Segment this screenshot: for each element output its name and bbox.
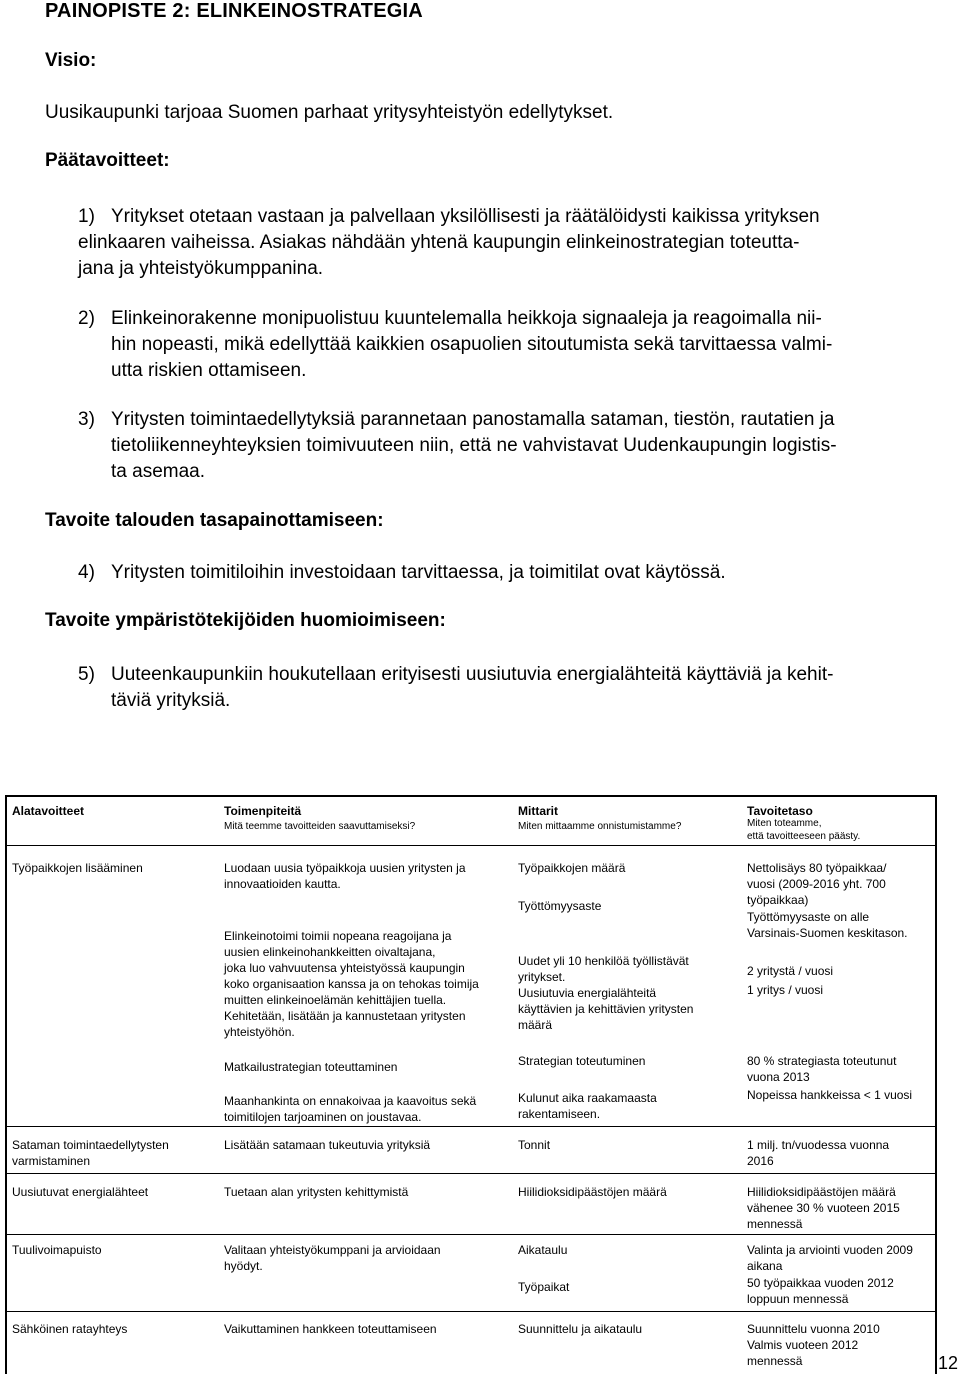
row1-col2-b1: uusien elinkeinohankkeitten oivaltajana, — [224, 945, 436, 959]
row3-col2-0: Tuetaan alan yritysten kehittymistä — [224, 1185, 409, 1199]
row1-col4-a2: työpaikkaa) — [747, 893, 809, 907]
list-line: utta riskien ottamiseen. — [111, 360, 307, 381]
list-line: jana ja yhteistyökumppanina. — [78, 258, 324, 279]
list-line: Yritykset otetaan vastaan ja palvellaan yksilöllisesti ja räätälöidysti kaikissa yrityksen — [111, 206, 820, 227]
row5-col3-0: Suunnittelu ja aikataulu — [518, 1322, 643, 1336]
table-divider — [7, 1126, 935, 1127]
list-number: 3) — [78, 409, 95, 430]
list-line: täviä yrityksiä. — [111, 690, 231, 711]
row1-col3-c2: Uusiutuvia energialähteitä — [518, 986, 657, 1000]
row4-col4-b0: 50 työpaikkaa vuoden 2012 — [747, 1276, 894, 1290]
goals-table — [5, 795, 937, 1374]
page-number: 12 — [938, 1353, 959, 1373]
list-number: 4) — [78, 562, 95, 583]
row3-col4-2: mennessä — [747, 1217, 803, 1231]
row2-col1-0: Sataman toimintaedellytysten — [12, 1138, 169, 1152]
row3-col4-1: vähenee 30 % vuoteen 2015 — [747, 1201, 900, 1215]
row1-col2-b2: joka luo vahvuutensa yhteistyössä kaupungin — [224, 961, 465, 975]
row1-col3-a0: Työpaikkojen määrä — [518, 861, 626, 875]
row1-col3-e0: Kulunut aika raakamaasta — [518, 1091, 657, 1105]
list-line: hin nopeasti, mikä edellyttää kaikkien osapuolien sitoutumista sekä tarvittaessa valmi- — [111, 334, 833, 355]
header-toimenpiteita-sub: Mitä teemme tavoitteiden saavuttamiseksi? — [224, 821, 416, 832]
row1-col3-c4: määrä — [518, 1018, 553, 1032]
list-item — [78, 204, 958, 230]
row1-col2-b4: muitten elinkeinoelämän kehittäjien tuella. — [224, 993, 447, 1007]
header-mittarit-sub: Miten mittaamme onnistumistamme? — [518, 821, 682, 832]
row1-col4-b1: Varsinais-Suomen keskitason. — [747, 926, 908, 940]
row1-col4-b0: Työttömyysaste on alle — [747, 910, 870, 924]
row1-col2-e0: Maanhankinta on ennakoivaa ja kaavoitus sekä — [224, 1094, 477, 1108]
header-tavoitetaso-sub1: Miten toteamme, — [747, 818, 822, 829]
list-line: Yritysten toimitiloihin investoidaan tarvittaessa, ja toimitilat ovat käytössä. — [111, 562, 726, 583]
row1-col4-c0: 2 yritystä / vuosi — [747, 964, 834, 978]
row1-col2-a0: Luodaan uusia työpaikkoja uusien yritysten ja — [224, 861, 466, 875]
header-toimenpiteita: Toimenpiteitä — [224, 804, 302, 818]
header-tavoitetaso-sub2: että tavoitteeseen päästy. — [747, 831, 861, 842]
list-line: Yritysten toimintaedellytyksiä parannetaan panostamalla sataman, tiestön, rautatien ja — [111, 409, 835, 430]
row1-col2-b3: koko organisaation kanssa ja on tehokas toimija — [224, 977, 479, 991]
ymparisto-label: Tavoite ympäristötekijöiden huomioimiseen: — [45, 610, 446, 631]
list-line: ta asemaa. — [111, 461, 205, 482]
row1-col2-e1: toimitilojen tarjoaminen on joustavaa. — [224, 1110, 422, 1124]
row3-col1-0: Uusiutuvat energialähteet — [12, 1185, 149, 1199]
row1-col3-b0: Työttömyysaste — [518, 899, 602, 913]
row3-col4-0: Hiilidioksidipäästöjen määrä — [747, 1185, 896, 1199]
row1-col4-e1: vuona 2013 — [747, 1070, 810, 1084]
row4-col4-a0: Valinta ja arviointi vuoden 2009 — [747, 1243, 913, 1257]
row2-col1-1: varmistaminen — [12, 1154, 91, 1168]
row1-col4-f0: Nopeissa hankkeissa < 1 vuosi — [747, 1088, 913, 1102]
row1-col2-c0: Kehitetään, lisätään ja kannustetaan yritysten — [224, 1009, 466, 1023]
row4-col4-b1: loppuun mennessä — [747, 1292, 849, 1306]
table-divider — [7, 1311, 935, 1312]
row1-col3-c0: Uudet yli 10 henkilöä työllistävät — [518, 954, 689, 968]
row1-col4-a0: Nettolisäys 80 työpaikkaa/ — [747, 861, 887, 875]
list-item — [78, 407, 958, 433]
row1-col3-c1: yritykset. — [518, 970, 566, 984]
row1-col1: Työpaikkojen lisääminen — [12, 861, 143, 875]
list-number: 2) — [78, 308, 95, 329]
row4-col2-1: hyödyt. — [224, 1259, 263, 1273]
list-item — [78, 560, 958, 586]
list-line: elinkaaren vaiheissa. Asiakas nähdään yhtenä kaupungin elinkeinostrategian toteutta- — [78, 232, 800, 253]
row5-col4-1: Valmis vuoteen 2012 — [747, 1338, 859, 1352]
row1-col2-a1: innovaatioiden kautta. — [224, 877, 341, 891]
paatavoitteet-label: Päätavoitteet: — [45, 150, 170, 171]
list-item — [78, 662, 958, 688]
row2-col2-0: Lisätään satamaan tukeutuvia yrityksiä — [224, 1138, 431, 1152]
row1-col2-c1: yhteistyöhön. — [224, 1025, 295, 1039]
talous-label: Tavoite talouden tasapainottamiseen: — [45, 510, 384, 531]
row5-col4-0: Suunnittelu vuonna 2010 — [747, 1322, 880, 1336]
row1-col2-b0: Elinkeinotoimi toimii nopeana reagoijana ja — [224, 929, 452, 943]
row1-col3-d0: Strategian toteutuminen — [518, 1054, 646, 1068]
row4-col4-a1: aikana — [747, 1259, 783, 1273]
row2-col4-0: 1 milj. tn/vuodessa vuonna — [747, 1138, 890, 1152]
row3-col3-0: Hiilidioksidipäästöjen määrä — [518, 1185, 667, 1199]
row1-col3-c3: käyttävien ja kehittävien yritysten — [518, 1002, 694, 1016]
row1-col4-e0: 80 % strategiasta toteutunut — [747, 1054, 897, 1068]
list-line: tietoliikenneyhteyksien toimivuuteen niin, että ne vahvistavat Uudenkaupungin logistis- — [111, 435, 837, 456]
row2-col3-0: Tonnit — [518, 1138, 551, 1152]
row2-col4-1: 2016 — [747, 1154, 774, 1168]
table-divider — [7, 845, 935, 846]
row5-col4-2: mennessä — [747, 1354, 803, 1368]
row4-col2-0: Valitaan yhteistyökumppani ja arvioidaan — [224, 1243, 441, 1257]
list-line: Uuteenkaupunkiin houkutellaan erityisesti uusiutuvia energialähteitä käyttäviä ja kehit- — [111, 664, 834, 685]
header-mittarit: Mittarit — [518, 804, 558, 818]
header-alatavoitteet: Alatavoitteet — [12, 804, 85, 818]
row5-col1-0: Sähköinen ratayhteys — [12, 1322, 128, 1336]
visio-label: Visio: — [45, 50, 97, 71]
row4-col1-0: Tuulivoimapuisto — [12, 1243, 102, 1257]
row4-col3-b0: Työpaikat — [518, 1280, 570, 1294]
table-divider — [7, 1234, 935, 1235]
row1-col2-d0: Matkailustrategian toteuttaminen — [224, 1060, 398, 1074]
visio-text: Uusikaupunki tarjoaa Suomen parhaat yritysyhteistyön edellytykset. — [45, 102, 614, 123]
page-title: PAINOPISTE 2: ELINKEINOSTRATEGIA — [45, 0, 423, 22]
list-number: 1) — [78, 206, 95, 227]
row1-col4-a1: vuosi (2009-2016 yht. 700 — [747, 877, 886, 891]
list-line: Elinkeinorakenne monipuolistuu kuuntelemalla heikkoja signaaleja ja reagoimalla nii- — [111, 308, 822, 329]
row1-col4-d0: 1 yritys / vuosi — [747, 983, 824, 997]
table-divider — [7, 1173, 935, 1174]
row4-col3-a0: Aikataulu — [518, 1243, 568, 1257]
row1-col3-e1: rakentamiseen. — [518, 1107, 601, 1121]
list-number: 5) — [78, 664, 95, 685]
row5-col2-0: Vaikuttaminen hankkeen toteuttamiseen — [224, 1322, 437, 1336]
list-item — [78, 306, 958, 332]
header-tavoitetaso: Tavoitetaso — [747, 804, 813, 818]
